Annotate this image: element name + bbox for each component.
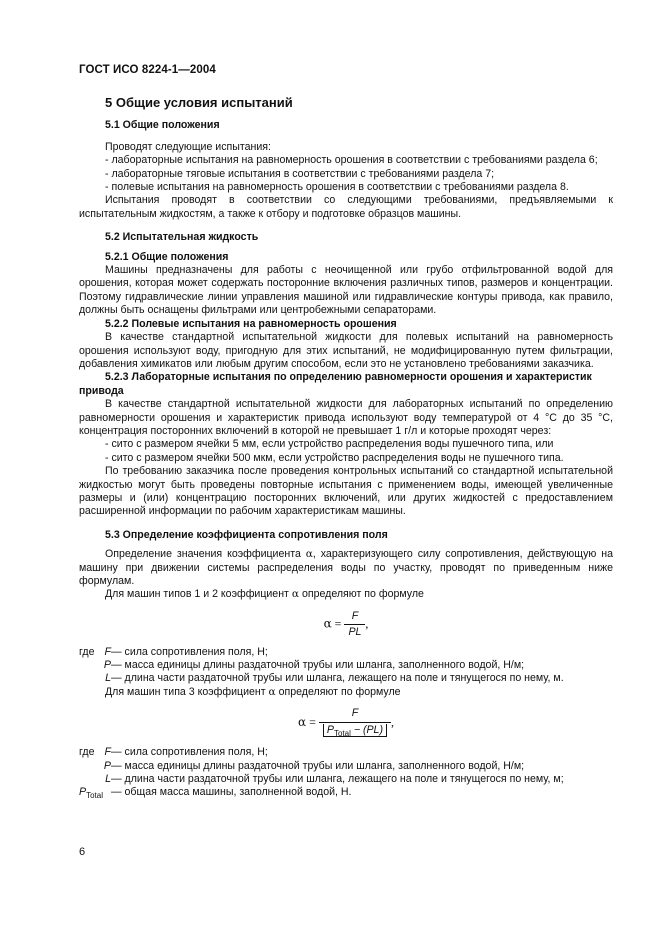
- section-5-title: 5 Общие условия испытаний: [105, 95, 293, 110]
- where-word: где: [79, 746, 95, 759]
- running-header: ГОСТ ИСО 8224-1—2004: [79, 64, 216, 76]
- subscript-total: Total: [86, 791, 103, 801]
- alpha-symbol: α: [298, 715, 307, 730]
- symbol-P-total: P: [326, 723, 334, 736]
- symbol-P: P: [103, 659, 111, 672]
- symbol-F: F: [104, 645, 111, 658]
- list-item: - сито с размером ячейки 500 мкм, если устройство распределения воды не пушечного типа.: [105, 451, 564, 464]
- symbol-P: P: [79, 786, 87, 799]
- legend-text: — длина части раздаточной трубы или шланга, лежащего на поле и тянущегося по нему, м;: [111, 772, 564, 785]
- list-item: - полевые испытания на равномерность орошения в соответствии с требованиями раздела 8.: [105, 181, 569, 194]
- symbol-P: P: [103, 759, 111, 772]
- legend-text: — масса единицы длины раздаточной трубы или шланга, заполненного водой, Н/м;: [111, 659, 525, 672]
- equals-sign: =: [334, 616, 342, 631]
- symbol-L: L: [105, 672, 111, 685]
- paragraph: В качестве стандартной испытательной жидкости для лабораторных испытаний по определению равномерности орошения и характеристик привода используют воду температурой от 4 °С до 35 °С, концентрация посторонних включений в которой не превышает 1 г/л и которые проходят через:: [79, 398, 613, 437]
- legend-text: — сила сопротивления поля, Н;: [111, 645, 268, 658]
- legend-row: [79, 746, 613, 759]
- denominator-rest: − (PL): [350, 723, 383, 736]
- spacer: [79, 773, 101, 786]
- equals-sign: =: [309, 715, 316, 730]
- section-5-2-1-title: 5.2.1 Общие положения: [105, 250, 229, 263]
- legend-row: [79, 672, 613, 685]
- legend-2: [79, 746, 613, 803]
- paragraph: Проводят следующие испытания:: [105, 140, 271, 153]
- text-run: Для машин типов 1 и 2 коэффициент: [105, 588, 292, 601]
- numerator: F: [351, 707, 359, 720]
- list-item: - сито с размером ячейки 5 мм, если устройство распределения воды пушечного типа, или: [105, 438, 554, 451]
- alpha-symbol: α: [268, 685, 276, 698]
- legend-row: [79, 786, 613, 803]
- legend-row: [79, 659, 613, 672]
- paragraph: Машины предназначены для работы с неочищенной или грубо отфильтрованной водой для орошения, которая может содержать посторонние включения различных типов, размеров и концентрации. Поэтому гидравлические линии управления машиной или гидравлические контуры привода, как правило, должны быть оснащены фильтрами или центробежными сепараторами.: [79, 264, 613, 317]
- denominator: PL: [344, 624, 365, 639]
- section-5-3-title: 5.3 Определение коэффициента сопротивления поля: [105, 528, 388, 541]
- fraction: [344, 610, 365, 640]
- denominator: [319, 722, 391, 741]
- text-run: , характеризующего силу сопротивления, действующую на машину при движении системы распределения воды по участку, проводят по приведенным ниже формулам.: [79, 548, 613, 587]
- comma: ,: [365, 616, 369, 631]
- section-5-2-title: 5.2 Испытательная жидкость: [105, 231, 259, 244]
- list-item: - лабораторные испытания на равномерность орошения в соответствии с требованиями раздела 6;: [105, 154, 598, 167]
- symbol-F: F: [104, 746, 111, 759]
- paragraph: В качестве стандартной испытательной жидкости для полевых испытаний на равномерность орошения используют воду, пригодную для этих испытаний, не модифицированную путем фильтрации, добавления химикатов или любым другим способом, если это не установлено требованиями заказчика.: [79, 331, 613, 370]
- paragraph: [79, 686, 613, 699]
- legend-row: [79, 646, 613, 659]
- page-content: [79, 96, 613, 803]
- legend-text: — масса единицы длины раздаточной трубы или шланга, заполненного водой, Н/м;: [111, 759, 525, 772]
- subscript-total: Total: [333, 728, 351, 738]
- text-run: Определение значения коэффициента: [105, 548, 306, 561]
- spacer: [79, 672, 101, 685]
- alpha-symbol: α: [305, 548, 313, 561]
- paragraph: [79, 548, 613, 588]
- section-5-2-3-title: 5.2.3 Лабораторные испытания по определению равномерности орошения и характеристик привода: [79, 371, 592, 397]
- legend-text: — сила сопротивления поля, Н;: [111, 746, 268, 759]
- symbol-P-total: [79, 786, 111, 803]
- legend-row: [79, 760, 613, 773]
- list-item: - лабораторные тяговые испытания в соответствии с требованиями раздела 7;: [105, 167, 495, 180]
- text-run: определяют по формуле: [299, 588, 424, 601]
- formula-2: [79, 707, 613, 740]
- section-5-2-2-title: 5.2.2 Полевые испытания на равномерность орошения: [105, 317, 397, 330]
- spacer: [79, 659, 101, 672]
- alpha-symbol: α: [323, 616, 332, 631]
- bracket-group: [323, 724, 387, 737]
- legend-text: — общая масса машины, заполненной водой, Н.: [111, 786, 352, 799]
- legend-row: [79, 773, 613, 786]
- symbol-L: L: [105, 772, 111, 785]
- text-run: Для машин типа 3 коэффициент: [105, 685, 269, 698]
- paragraph: Испытания проводят в соответствии со следующими требованиями, предъявляемыми к испытательным жидкостям, а также к отбору и подготовке образцов машины.: [79, 194, 613, 220]
- paragraph: [79, 588, 613, 601]
- legend-text: — длина части раздаточной трубы или шланга, лежащего на поле и тянущегося по нему, м.: [111, 672, 564, 685]
- legend-1: [79, 646, 613, 686]
- spacer: [79, 760, 101, 773]
- fraction: [319, 707, 391, 740]
- where-word: где: [79, 645, 95, 658]
- section-5-1-title: 5.1 Общие положения: [105, 119, 220, 132]
- formula-1: [79, 610, 613, 640]
- numerator: F: [351, 609, 359, 622]
- page-number: 6: [79, 846, 86, 858]
- comma: ,: [390, 715, 394, 730]
- text-run: определяют по формуле: [275, 685, 401, 698]
- alpha-symbol: α: [291, 588, 300, 601]
- paragraph: По требованию заказчика после проведения контрольных испытаний со стандартной испытательной жидкостью могут быть проведены повторные испытания с применением воды, имеющей увеличенные размеры и (или) концентрацию посторонних включений, или других жидкостей с предоставлением расширенной информации по рабочим характеристикам машины.: [79, 465, 613, 518]
